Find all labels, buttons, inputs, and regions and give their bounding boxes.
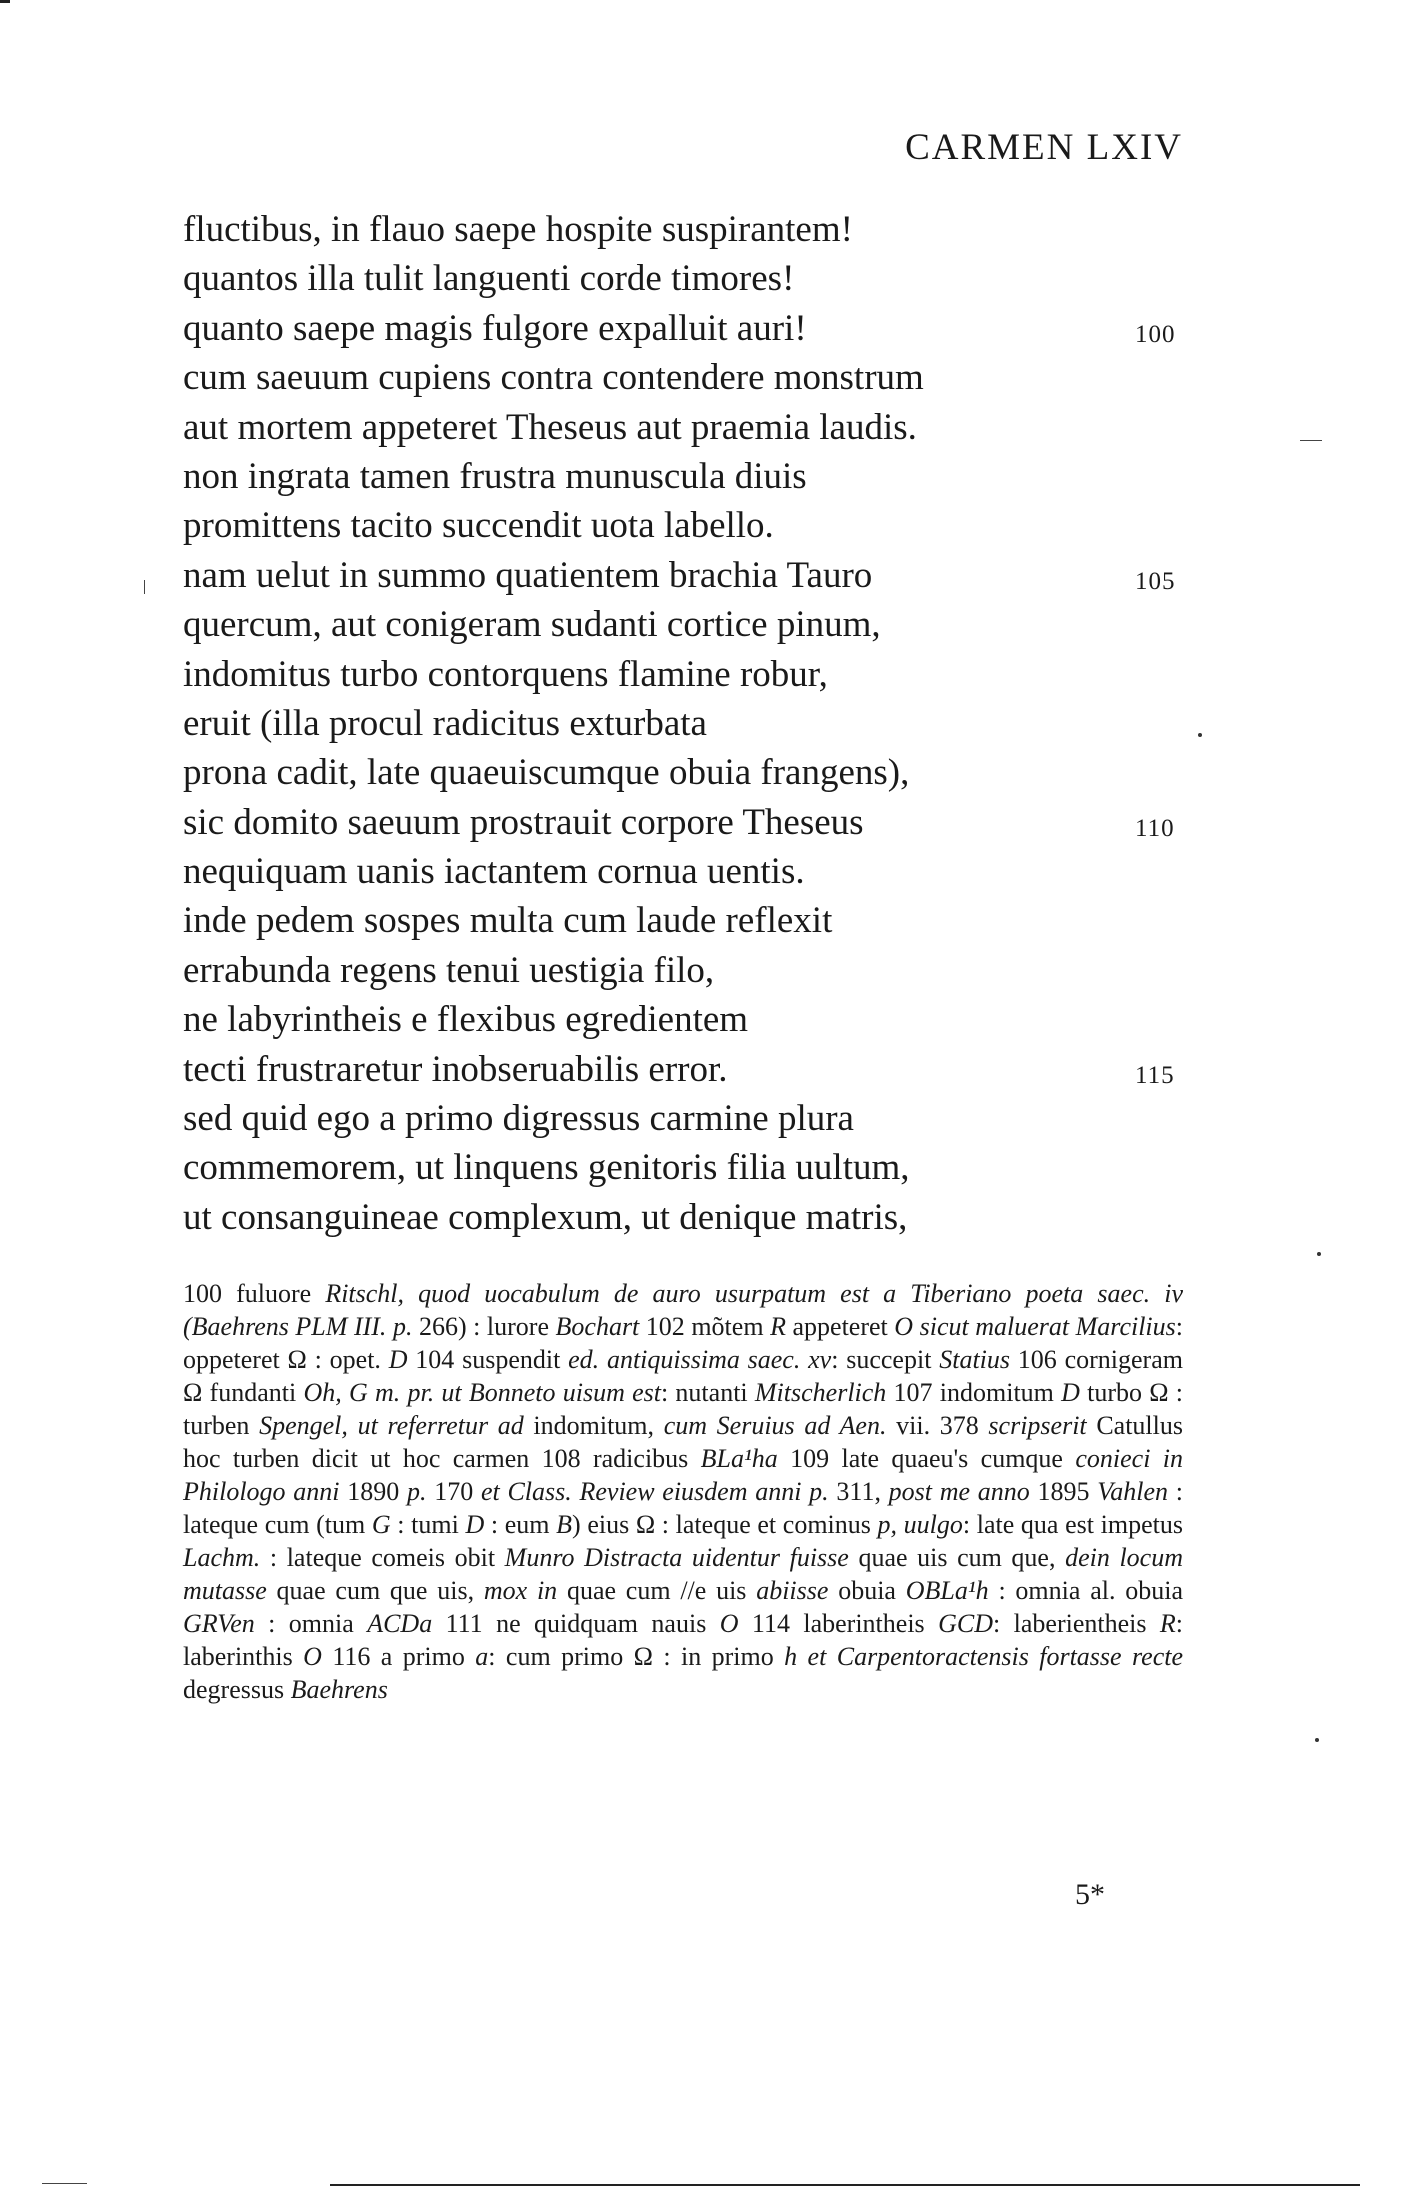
apparatus-run: 266) : lurore: [412, 1312, 556, 1341]
verse-text: ne labyrintheis e flexibus egredientem: [183, 999, 749, 1041]
running-header: CARMEN LXIV: [905, 127, 1183, 168]
apparatus-italic-run: cum Seruius ad Aen.: [663, 1411, 887, 1440]
line-number: 110: [1135, 814, 1175, 842]
scan-mark: [1198, 733, 1202, 737]
apparatus-run: 111 ne quidquam nauis: [432, 1609, 720, 1638]
apparatus-run: appeteret: [785, 1312, 895, 1341]
verse-line: [183, 1094, 1193, 1143]
verse-line: [183, 254, 1193, 303]
apparatus-run: 1890: [339, 1477, 407, 1506]
apparatus-run: 311,: [828, 1477, 889, 1506]
apparatus-run: : omnia al. obuia: [988, 1576, 1183, 1605]
apparatus-italic-run: Mitscherlich: [754, 1378, 887, 1407]
apparatus-run: : tumi: [390, 1510, 466, 1539]
apparatus-italic-run: ed. antiquissima saec. xv: [568, 1345, 832, 1374]
verse-line: [183, 1193, 1193, 1242]
verse-line: [183, 600, 1193, 649]
apparatus-run: : late qua est impetus: [962, 1510, 1183, 1539]
apparatus-italic-run: Statius: [939, 1345, 1011, 1374]
verse-text: sic domito saeuum prostrauit corpore Theseus: [183, 801, 864, 843]
apparatus-run: ) eius Ω : lateque et cominus: [572, 1510, 878, 1539]
apparatus-run: quae cum //e uis: [557, 1576, 757, 1605]
signature-mark: 5*: [1075, 1878, 1105, 1911]
apparatus-run: quae cum que uis,: [266, 1576, 484, 1605]
verse-line: [183, 847, 1193, 896]
verse-text: non ingrata tamen frustra munuscula diuis: [183, 455, 807, 497]
apparatus-italic-run: conieci in Philologo anni: [183, 1444, 1183, 1506]
apparatus-run: vii. 378: [886, 1411, 989, 1440]
verse-text: prona cadit, late quaeuiscumque obuia frangens),: [183, 752, 910, 794]
verse-line: [183, 452, 1193, 501]
apparatus-run: : omnia: [254, 1609, 368, 1638]
verse-line: [183, 1143, 1193, 1192]
apparatus-italic-run: Lachm.: [183, 1543, 261, 1572]
verse-line: [183, 551, 1193, 600]
bottom-rule: [330, 2184, 1360, 2186]
verse-text: aut mortem appeteret Theseus aut praemia laudis.: [183, 406, 917, 448]
apparatus-italic-run: h et Carpentoractensis fortasse recte: [784, 1642, 1183, 1671]
apparatus-italic-run: D: [1061, 1378, 1080, 1407]
verse-text: sed quid ego a primo digressus carmine plura: [183, 1098, 854, 1140]
apparatus-run: 102 mõtem: [639, 1312, 771, 1341]
apparatus-run: : laberientheis: [993, 1609, 1160, 1638]
apparatus-italic-run: R: [1159, 1609, 1176, 1638]
apparatus-run: 109 late quaeu's cumque: [777, 1444, 1076, 1473]
apparatus-italic-run: Ritschl, quod uocabulum de auro usurpatum est a Tiberiano poeta saec. iv (Baehrens PLM III. p.: [183, 1279, 1183, 1341]
apparatus-run: : laberinthis: [183, 1609, 1184, 1671]
scan-mark: [1300, 440, 1322, 441]
verse-text: errabunda regens tenui uestigia filo,: [183, 949, 715, 991]
verse-text: nequiquam uanis iactantem cornua uentis.: [183, 851, 805, 893]
apparatus-italic-run: Bochart: [555, 1312, 640, 1341]
apparatus-italic-run: O: [719, 1609, 739, 1638]
scan-mark: [144, 580, 145, 594]
apparatus-run: : succepit: [831, 1345, 940, 1374]
apparatus-italic-run: p.: [406, 1477, 427, 1506]
apparatus-italic-run: ACDa: [367, 1609, 433, 1638]
verse-text: inde pedem sospes multa cum laude reflexit: [183, 900, 833, 942]
verse-line: [183, 748, 1193, 797]
verse-text: tecti frustraretur inobseruabilis error.: [183, 1048, 728, 1090]
apparatus-italic-run: scripserit: [988, 1411, 1087, 1440]
verse-line: [183, 896, 1193, 945]
verse-text: quantos illa tulit languenti corde timores!: [183, 258, 795, 300]
apparatus-italic-run: Spengel, ut referretur ad: [259, 1411, 524, 1440]
verse-text: indomitus turbo contorquens flamine robur,: [183, 653, 828, 695]
apparatus-run: : eum: [484, 1510, 557, 1539]
apparatus-italic-run: Munro Distracta uidentur fuisse: [504, 1543, 849, 1572]
apparatus-italic-run: R: [770, 1312, 786, 1341]
poem-text: [183, 205, 1193, 1242]
apparatus-italic-run: dein locum mutasse: [183, 1543, 1183, 1605]
apparatus-run: : lateque cum (tum: [183, 1477, 1183, 1539]
verse-line: [183, 650, 1193, 699]
verse-line: [183, 995, 1193, 1044]
apparatus-italic-run: G: [371, 1510, 391, 1539]
verse-text: quanto saepe magis fulgore expalluit auri!: [183, 307, 807, 349]
apparatus-italic-run: OBLa¹h: [905, 1576, 989, 1605]
apparatus-run: : lateque comeis obit: [260, 1543, 505, 1572]
apparatus-italic-run: GCD: [938, 1609, 993, 1638]
apparatus-run: 104 suspendit: [407, 1345, 569, 1374]
verse-line: [183, 1045, 1193, 1094]
apparatus-italic-run: D: [465, 1510, 485, 1539]
apparatus-run: : cum primo Ω : in primo: [488, 1642, 785, 1671]
apparatus-italic-run: abiisse: [756, 1576, 829, 1605]
apparatus-run: 116 a primo: [321, 1642, 476, 1671]
apparatus-run: quae uis cum que,: [848, 1543, 1066, 1572]
apparatus-italic-run: D: [388, 1345, 408, 1374]
apparatus-italic-run: et Class. Review eiusdem anni p.: [480, 1477, 829, 1506]
line-number: 115: [1135, 1061, 1175, 1089]
apparatus-italic-run: O: [303, 1642, 322, 1671]
verse-line: [183, 353, 1193, 402]
line-number: 105: [1135, 567, 1176, 595]
apparatus-run: indomitum,: [523, 1411, 664, 1440]
apparatus-italic-run: Baehrens: [290, 1675, 388, 1704]
bottom-rule: [42, 2183, 87, 2184]
corner-mark: [0, 0, 10, 3]
scan-mark: [1315, 1738, 1319, 1742]
apparatus-run: 114 laberintheis: [738, 1609, 939, 1638]
verse-text: nam uelut in summo quatientem brachia Tauro: [183, 554, 873, 596]
verse-line: [183, 501, 1193, 550]
critical-apparatus: [183, 1277, 1183, 1706]
apparatus-run: 1895: [1029, 1477, 1098, 1506]
apparatus-run: 170: [426, 1477, 481, 1506]
apparatus-italic-run: Oh, G m. pr. ut Bonneto uisum est: [303, 1378, 661, 1407]
apparatus-run: : nutanti: [660, 1378, 755, 1407]
verse-line: [183, 699, 1193, 748]
apparatus-run: 107 indomitum: [886, 1378, 1062, 1407]
verse-text: cum saeuum cupiens contra contendere monstrum: [183, 357, 924, 399]
apparatus-run: Catullus hoc turben dicit ut hoc carmen 108 radicibus: [183, 1411, 1183, 1473]
apparatus-run: degressus: [183, 1675, 291, 1704]
apparatus-run: 106 cornigeram Ω fundanti: [183, 1345, 1183, 1407]
verse-line: [183, 205, 1193, 254]
verse-text: fluctibus, in flauo saepe hospite suspirantem!: [183, 209, 853, 250]
verse-line: [183, 403, 1193, 452]
verse-text: eruit (illa procul radicitus exturbata: [183, 702, 707, 744]
verse-text: ut consanguineae complexum, ut denique matris,: [183, 1196, 908, 1238]
apparatus-italic-run: p, uulgo: [877, 1510, 963, 1539]
verse-line: [183, 304, 1193, 353]
verse-text: quercum, aut conigeram sudanti cortice pinum,: [183, 604, 881, 646]
apparatus-run: : oppeteret Ω : opet.: [183, 1312, 1184, 1374]
apparatus-italic-run: a: [475, 1642, 489, 1671]
apparatus-italic-run: O sicut maluerat Marcilius: [894, 1312, 1176, 1341]
apparatus-italic-run: BLa¹ha: [700, 1444, 778, 1473]
verse-text: promittens tacito succendit uota labello.: [183, 505, 774, 547]
apparatus-run: turbo Ω : turben: [183, 1378, 1184, 1440]
apparatus-run: obuia: [828, 1576, 906, 1605]
scan-mark: [1317, 1252, 1321, 1256]
apparatus-italic-run: post me anno: [888, 1477, 1030, 1506]
apparatus-italic-run: mox in: [483, 1576, 558, 1605]
verse-line: [183, 798, 1193, 847]
apparatus-italic-run: B: [556, 1510, 573, 1539]
verse-line: [183, 946, 1193, 995]
line-number: 100: [1135, 320, 1176, 348]
apparatus-italic-run: GRVen: [183, 1609, 255, 1638]
apparatus-run: 100 fuluore: [183, 1279, 326, 1308]
verse-text: commemorem, ut linquens genitoris filia uultum,: [183, 1147, 910, 1189]
apparatus-italic-run: Vahlen: [1097, 1477, 1169, 1506]
